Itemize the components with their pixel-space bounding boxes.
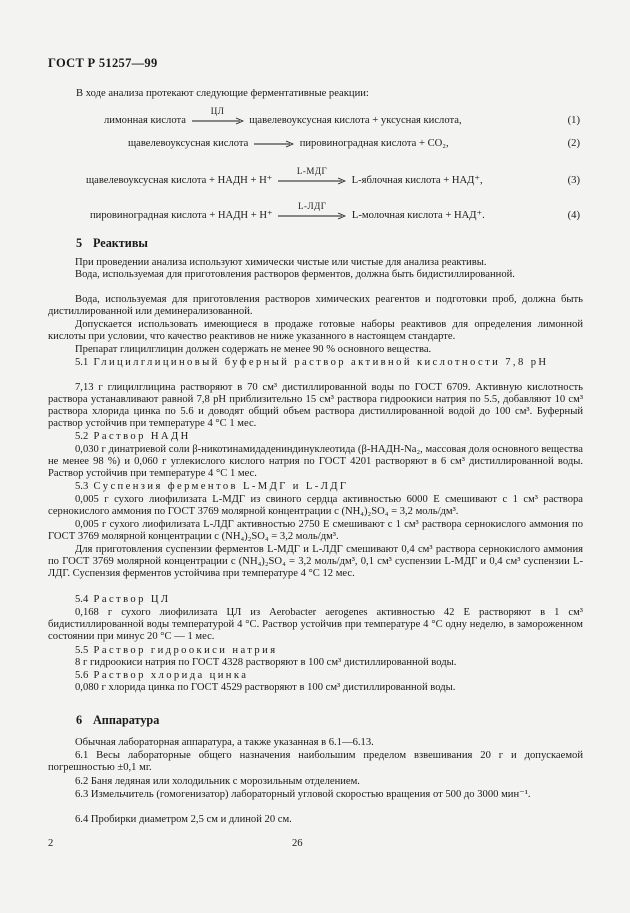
paragraph: 0,030 г динатриевой соли β-никотинамидадениндинуклеотида (β-НАДН-Na₂, массовая доля основного вещества не менее 98 %) и 0,060 г углекислого кислого натрия по ГОСТ 4201 растворяют в 6 см³ дистиллированной воды. Раствор устойчив при температуре 4 °С 1 мес.	[48, 444, 583, 480]
reaction-3	[86, 165, 483, 187]
subsection-title: Суспензия ферментов L-МДГ и L-ЛДГ	[93, 481, 349, 492]
paragraph: 7,13 г глицилглицина растворяют в 70 см³ дистиллированной воды по ГОСТ 6709. Активную кислотность раствора устанавливают равной 7,8 pH приблизительно 15 см³ раствора гидроокиси натрия по 5.5, добавляют 10 см³ раствора хлорида цинка по 5.6 и доводят общий объем раствора дистиллированной водой до 100 см³. Буферный раствор устойчив при температуре 4 °С 1 мес.	[48, 382, 583, 430]
subsection-number: 5.1	[75, 357, 89, 368]
paragraph: Вода, используемая для приготовления растворов химических реагентов и подготовки проб, должна быть дистиллированной или деминерализованной.	[48, 294, 583, 318]
reaction-4-right: L-молочная кислота + НАД⁺.	[351, 210, 485, 221]
reaction-4-left: пировиноградная кислота + НАДН + Н⁺	[90, 210, 273, 221]
reaction-arrow	[278, 200, 346, 221]
subsection-5-3-heading	[48, 481, 583, 493]
reaction-3-right: L-яблочная кислота + НАД⁺,	[351, 175, 483, 186]
reaction-1-enzyme: ЦЛ	[210, 105, 225, 116]
reaction-1-left: лимонная кислота	[104, 115, 186, 126]
section-title: Реактивы	[93, 236, 148, 250]
subsection-title: Раствор хлорида цинка	[93, 670, 249, 681]
subsection-5-6-heading	[48, 670, 583, 682]
subsection-title: Раствор ЦЛ	[93, 594, 171, 605]
paragraph: Для приготовления суспензии ферментов L-МДГ и L-ЛДГ смешивают 0,4 см³ раствора сернокислого аммония по ГОСТ 3769 молярной концентрации c (NH₄)₂SO₄ = 3,2 моль/дм³, 0,1 см³ суспензии L-МДГ и 0,4 см³ суспензии L-ЛДГ. Суспензия ферментов устойчива при температуре 4 °С 12 мес.	[48, 544, 583, 580]
subsection-number: 5.5	[75, 645, 89, 656]
subsection-number: 5.3	[75, 481, 89, 492]
reaction-arrow	[254, 139, 294, 149]
intro-text: В ходе анализа протекают следующие ферментативные реакции:	[76, 88, 369, 99]
reaction-2	[128, 138, 449, 150]
paragraph: 0,005 г сухого лиофилизата L-ЛДГ активностью 2750 Е смешивают с 1 см³ раствора сернокислого аммония по ГОСТ 3769 молярной концентрации c (NH₄)₂SO₄ = 3,2 моль/дм³.	[48, 519, 583, 543]
paragraph: Препарат глицилглицин должен содержать не менее 90 % основного вещества.	[75, 344, 432, 355]
paragraph: 8 г гидроокиси натрия по ГОСТ 4328 растворяют в 100 см³ дистиллированной воды.	[75, 657, 457, 668]
reaction-2-right: пировиноградная кислота + CO₂,	[299, 138, 449, 149]
subsection-title: Раствор НАДН	[93, 431, 191, 442]
equation-number-2: (2)	[567, 138, 580, 149]
paragraph: 6.3 Измельчитель (гомогенизатор) лабораторный угловой скоростью вращения от 500 до 3000 мин⁻¹.	[75, 789, 531, 800]
equation-number-4: (4)	[567, 210, 580, 221]
reaction-4	[90, 200, 485, 222]
subsection-title: Глицилглициновый буферный раствор активной кислотности 7,8 pH	[93, 357, 549, 368]
subsection-number: 5.2	[75, 431, 89, 442]
section-5-heading	[76, 236, 148, 251]
reaction-arrow	[192, 105, 244, 126]
section-number: 5	[76, 236, 83, 250]
section-title: Аппаратура	[93, 713, 160, 727]
reaction-1-right: щавелевоуксусная кислота + уксусная кислота,	[249, 115, 462, 126]
paragraph: Вода, используемая для приготовления растворов ферментов, должна быть бидистиллированной.	[75, 269, 515, 280]
subsection-title: Раствор гидроокиси натрия	[93, 645, 278, 656]
paragraph: 6.2 Баня ледяная или холодильник с морозильным отделением.	[75, 776, 360, 787]
reaction-4-enzyme: L-ЛДГ	[298, 200, 327, 211]
equation-number-1: (1)	[567, 115, 580, 126]
document-header: ГОСТ Р 51257—99	[48, 56, 158, 70]
section-number: 6	[76, 713, 83, 727]
paragraph: Допускается использовать имеющиеся в продаже готовые наборы реактивов для определения лимонной кислоты при условии, что качество реактивов не ниже указанного в настоящем стандарте.	[48, 319, 583, 343]
reaction-3-enzyme: L-МДГ	[296, 165, 328, 176]
paragraph: 0,080 г хлорида цинка по ГОСТ 4529 растворяют в 100 см³ дистиллированной воды.	[75, 682, 456, 693]
reaction-arrow	[278, 165, 346, 186]
section-6-heading	[76, 713, 159, 728]
paragraph: Обычная лабораторная аппаратура, а также указанная в 6.1—6.13.	[75, 737, 374, 748]
paragraph: 6.4 Пробирки диаметром 2,5 см и длиной 20 см.	[75, 814, 292, 825]
subsection-5-5-heading	[48, 645, 583, 657]
subsection-5-4-heading	[48, 594, 583, 606]
paragraph: 6.1 Весы лабораторные общего назначения наибольшим пределом взвешивания 20 г и допускаемой погрешностью ±0,1 мг.	[48, 750, 583, 774]
paragraph: При проведении анализа используют химически чистые или чистые для анализа реактивы.	[75, 257, 487, 268]
subsection-5-1-heading	[48, 357, 583, 369]
subsection-number: 5.4	[75, 594, 89, 605]
equation-number-3: (3)	[567, 175, 580, 186]
page-number-center: 26	[292, 838, 303, 849]
reaction-2-left: щавелевоуксусная кислота	[128, 138, 249, 149]
reaction-1	[104, 105, 462, 127]
subsection-5-2-heading	[48, 431, 583, 443]
page-number-left: 2	[48, 838, 54, 849]
subsection-number: 5.6	[75, 670, 89, 681]
paragraph: 0,005 г сухого лиофилизата L-МДГ из свиного сердца активностью 6000 Е смешивают с 1 см³ раствора сернокислого аммония по ГОСТ 3769 молярной концентрации c (NH₄)₂SO₄ = 3,2 моль/дм³.	[48, 494, 583, 518]
paragraph: 0,168 г сухого лиофилизата ЦЛ из Aerobacter aerogenes активностью 42 Е растворяют в 1 см³ бидистиллированной воды температурой 4 °С. Раствор устойчив при температуре 4 °С одну неделю, в замороженном состоянии при минус 20 °С — 1 мес.	[48, 607, 583, 643]
reaction-3-left: щавелевоуксусная кислота + НАДН + Н⁺	[86, 175, 273, 186]
